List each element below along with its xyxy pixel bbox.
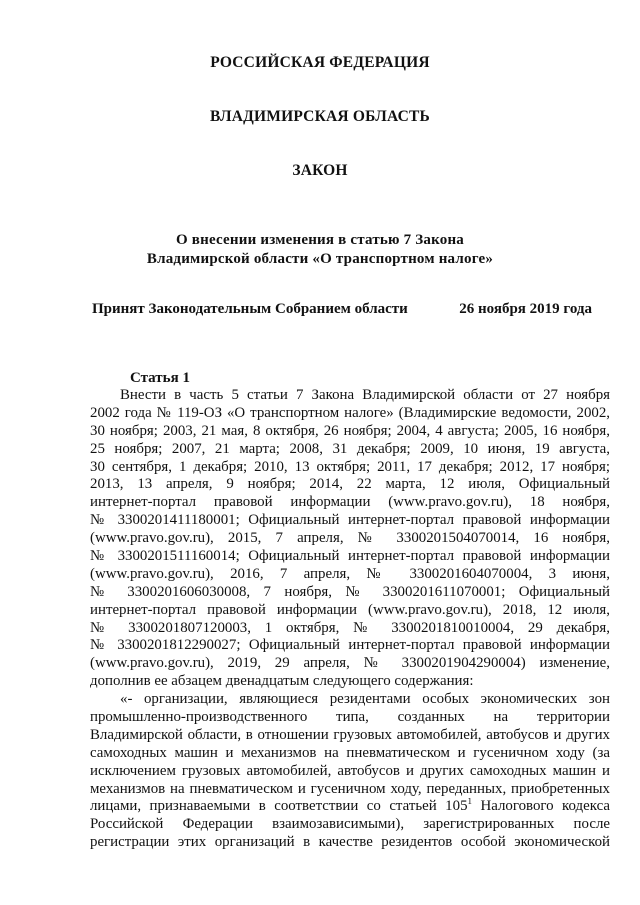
body-line: самоходных машин и механизмов на пневматическом и гусеничном ходу (за xyxy=(90,744,610,761)
body-line: (www.pravo.gov.ru), 2019, 29 апреля, № 3300201904290004) изменение, xyxy=(90,655,610,672)
body-line: 30 ноября; 2003, 21 мая, 8 октября, 26 ноября; 2004, 4 августа; 2005, 16 ноября, xyxy=(90,422,610,439)
body-line: регистрации этих организаций в качестве резидентов особой экономической xyxy=(90,834,610,851)
body-line: № 3300201411180001; Официальный интернет-портал правовой информации xyxy=(90,512,610,529)
article-title: Статья 1 xyxy=(130,370,190,386)
body-line: исключением грузовых автомобилей, автобусов и других самоходных машин и xyxy=(90,762,610,779)
article-body xyxy=(90,387,610,852)
adoption-label: Принят Законодательным Собранием области xyxy=(92,301,408,317)
region-heading: ВЛАДИМИРСКАЯ ОБЛАСТЬ xyxy=(210,108,430,125)
adoption-line xyxy=(92,301,592,318)
body-line: № 3300201606030008, 7 ноября, № 3300201611070001; Официальный xyxy=(90,583,610,600)
body-line: 2013, 13 апреля, 9 ноября; 2014, 22 марта, 12 июля, Официальный xyxy=(90,476,610,493)
body-line: 25 ноября; 2007, 21 марта; 2008, 31 декабря; 2009, 10 июня, 19 августа, xyxy=(90,440,610,457)
body-line-with-footnote xyxy=(90,798,610,816)
law-subtitle xyxy=(0,231,640,269)
body-line-text: лицами, признаваемыми в соответствии со статьей 105 xyxy=(90,798,468,815)
body-line: 30 сентября, 1 декабря; 2010, 13 октября; 2011, 17 декабря; 2012, 17 ноября; xyxy=(90,458,610,475)
body-line: (www.pravo.gov.ru), 2015, 7 апреля, № 3300201504070014, 16 ноября, xyxy=(90,530,610,547)
document-type-heading: ЗАКОН xyxy=(292,162,348,179)
body-line: № 3300201812290027; Официальный интернет-портал правовой информации xyxy=(90,637,610,654)
body-line: интернет-портал правовой информации (www.pravo.gov.ru), 18 ноября, xyxy=(90,494,610,511)
body-line-tail: Налогового кодекса xyxy=(472,798,610,815)
body-line: интернет-портал правовой информации (www.pravo.gov.ru), 2018, 12 июля, xyxy=(90,601,610,618)
body-line: Российской Федерации взаимозависимыми), зарегистрированных после xyxy=(90,816,610,833)
body-line: № 3300201511160014; Официальный интернет-портал правовой информации xyxy=(90,548,610,565)
country-heading: РОССИЙСКАЯ ФЕДЕРАЦИЯ xyxy=(210,54,430,71)
body-line: Владимирской области, в отношении грузовых автомобилей, автобусов и других xyxy=(90,726,610,743)
subtitle-line-2: Владимирской области «О транспортном налоге» xyxy=(146,251,494,267)
body-line: механизмов на пневматическом и гусеничном ходу, переданных, приобретенных xyxy=(90,780,610,797)
body-line: № 3300201807120003, 1 октября, № 3300201810010004, 29 декабря, xyxy=(90,619,610,636)
subtitle-line-1: О внесении изменения в статью 7 Закона xyxy=(175,232,464,248)
body-line: дополнив ее абзацем двенадцатым следующего содержания: xyxy=(90,673,474,690)
body-line: промышленно-производственного типа, созданных на территории xyxy=(90,709,610,726)
body-line: «- организации, являющиеся резидентами особых экономических зон xyxy=(120,691,610,708)
body-line: (www.pravo.gov.ru), 2016, 7 апреля, № 3300201604070004, 3 июня, xyxy=(90,565,610,582)
adoption-date: 26 ноября 2019 года xyxy=(459,301,592,317)
body-line: Внести в часть 5 статьи 7 Закона Владимирской области от 27 ноября xyxy=(120,387,610,403)
body-line: 2002 года № 119-ОЗ «О транспортном налоге» (Владимирские ведомости, 2002, xyxy=(90,404,610,421)
footnote-superscript: 1 xyxy=(467,798,473,807)
